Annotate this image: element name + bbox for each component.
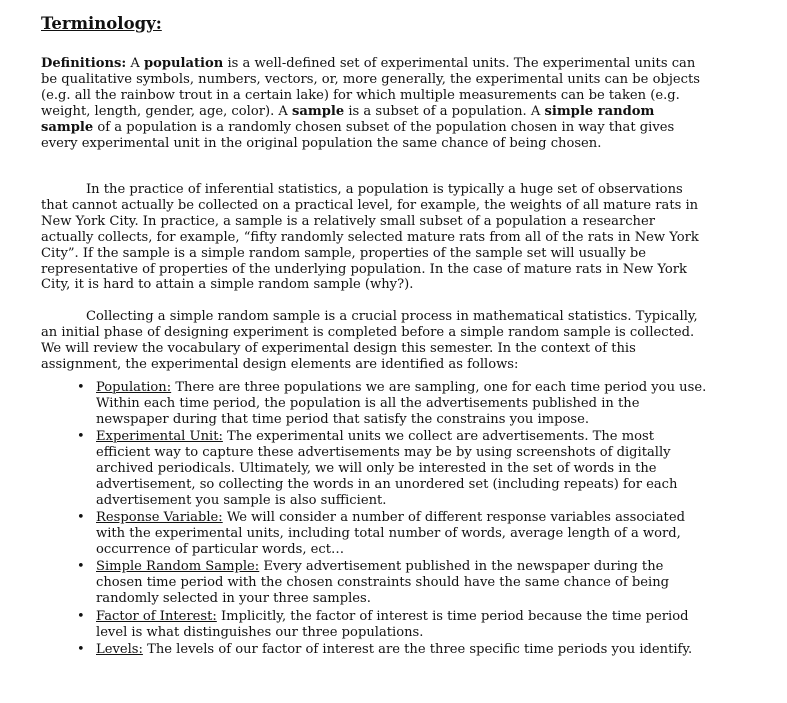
bullet-term: Levels: [96, 642, 143, 657]
list-item [41, 510, 711, 558]
definitions-text-4: of a population is a randomly chosen subset of the population chosen in way that gives every experimental unit in the original population the same chance of being chosen. [41, 119, 675, 151]
list-item [41, 642, 711, 658]
list-item [41, 559, 711, 607]
list-item [41, 609, 711, 641]
bullet-term: Experimental Unit: [96, 429, 223, 445]
paragraph-3-text: Collecting a simple random sample is a crucial process in mathematical statistics. Typically, an initial phase of designing experiment is completed before a simple random sample is collected. We will review the vocabulary of experimental design this semester. In the context of this assignment, the experimental design elements are identified as follows: [41, 309, 698, 372]
bullet-text: There are three populations we are sampling, one for each time period you use. Within each time period, the population is all the advertisements published in the newspaper during that time period that satisfy the constrains you impose. [96, 380, 707, 427]
definitions-label: Definitions: [41, 56, 127, 71]
bullet-term: Population: [96, 380, 172, 395]
bullet-term: Simple Random Sample: [96, 559, 260, 575]
bullet-text: Implicitly, the factor of interest is time period because the time period level is what distinguishes our three populations. [96, 608, 689, 640]
term-population: population [143, 56, 224, 71]
page-title: Terminology: [41, 14, 162, 33]
term-sample: sample [292, 103, 345, 119]
paragraph-2-text: In the practice of inferential statistics, a population is typically a huge set of observations that cannot actually be collected on a practical level, for example, the weights of all mature rats in New York City. In practice, a sample is a relatively small subset of a population a researcher actually collects, for example, “fifty randomly selected mature rats from all of the rats in New York City”. If the sample is a simple random sample, properties of the sample set will usually be representative of properties of the underlying population. In the case of mature rats in New York City, it is hard to attain a simple random sample (why?). [41, 182, 699, 293]
bullet-text: The experimental units we collect are advertisements. The most efficient way to capture these advertisements may be by using screenshots of digitally archived periodicals. Ultimately, we will only be interested in the set of words in the advertisement, so collecting the words in an unordered set (including repeats) for each advertisement you sample is also sufficient. [96, 429, 678, 508]
bullet-text: The levels of our factor of interest are the three specific time periods you identify. [142, 642, 693, 657]
bullet-icon: • [77, 608, 85, 624]
bullet-icon: • [77, 429, 85, 445]
bullet-icon: • [77, 642, 85, 657]
bullet-text: Every advertisement published in the newspaper during the chosen time period with the chosen constraints should have the same chance of being randomly selected in your three samples. [96, 559, 670, 607]
definitions-text-3: is a subset of a population. A [344, 103, 545, 119]
inferential-statistics-paragraph [41, 182, 706, 293]
list-item [41, 380, 711, 428]
design-elements-list [41, 380, 711, 659]
definitions-text-1: A [126, 56, 144, 71]
definitions-text-2: is a well-defined set of experimental units. The experimental units can be qualitative symbols, numbers, vectors, or, more generally, the experimental units can be objects (e.g. all the rainbow trout in a certain lake) for which multiple measurements can be taken (e.g. weight, length, gender, age, color). A [41, 56, 700, 119]
list-item [41, 429, 711, 509]
bullet-term: Response Variable: [96, 510, 223, 526]
bullet-icon: • [77, 559, 85, 575]
definitions-paragraph [41, 56, 703, 151]
experimental-design-paragraph [41, 309, 706, 373]
term-simple-random-sample: simple random sample [41, 103, 655, 135]
bullet-icon: • [77, 510, 85, 526]
bullet-text: We will consider a number of different response variables associated with the experimental units, including total number of words, average length of a word, occurrence of particular words, ect… [96, 510, 685, 558]
bullet-term: Factor of Interest: [96, 608, 217, 624]
bullet-icon: • [77, 380, 85, 395]
